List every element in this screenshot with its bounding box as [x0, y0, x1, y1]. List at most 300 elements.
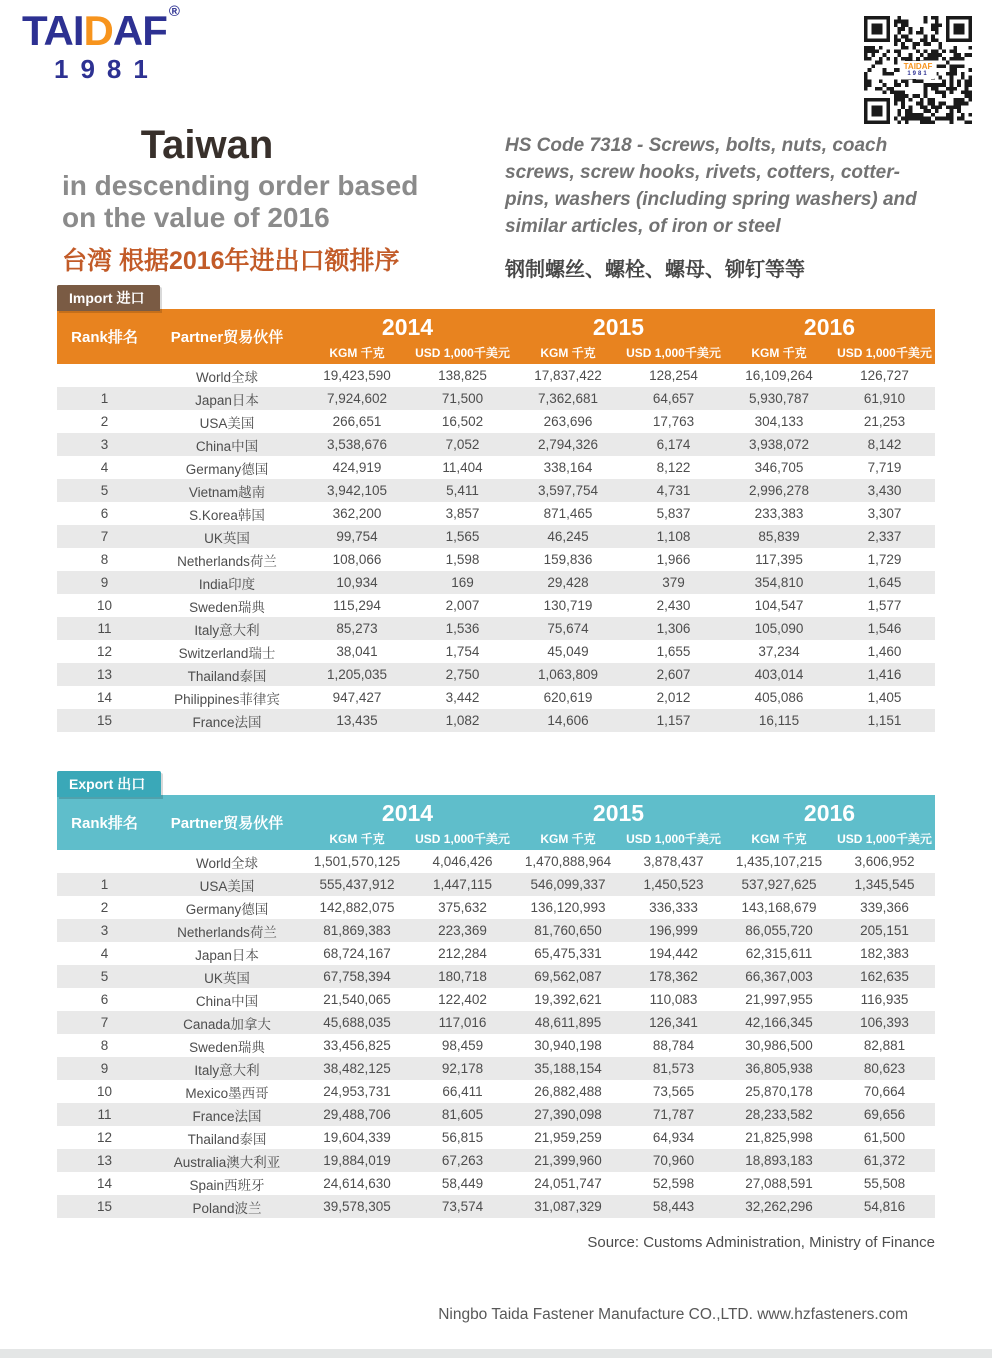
logo-year: 1981	[54, 54, 160, 84]
table-row	[57, 594, 935, 617]
rank-cell: 14	[96, 690, 113, 705]
rank-cell: 2	[100, 900, 109, 915]
value-cell: 4,731	[656, 483, 691, 498]
value-cell: 80,623	[863, 1061, 906, 1076]
value-cell: 70,664	[863, 1084, 906, 1099]
value-cell: 64,934	[652, 1130, 695, 1145]
value-cell: 13,435	[336, 713, 378, 728]
value-cell: 375,632	[438, 900, 487, 915]
value-cell: 1,565	[445, 529, 480, 544]
partner-cell: Netherlands荷兰	[177, 553, 277, 569]
table-row	[57, 387, 935, 410]
value-cell: 1,536	[445, 621, 480, 636]
table-row	[57, 850, 935, 873]
rank-cell: 2	[100, 414, 109, 429]
value-cell: 24,953,731	[323, 1084, 391, 1099]
value-cell: 5,411	[446, 483, 479, 498]
table-row	[57, 1011, 935, 1034]
title-block	[62, 124, 494, 277]
rank-cell: 11	[97, 621, 112, 636]
partner-cell: Italy意大利	[194, 622, 260, 638]
value-cell: 110,083	[649, 992, 698, 1007]
table-row	[57, 1080, 935, 1103]
value-cell: 29,488,706	[323, 1107, 391, 1122]
rank-cell	[57, 364, 152, 387]
value-cell: 14,606	[547, 713, 589, 728]
column-header-kgm: KGM 千克	[540, 345, 596, 360]
value-cell: 2,750	[445, 667, 480, 682]
rank-cell: 8	[100, 1038, 109, 1053]
partner-cell: France法国	[192, 714, 262, 730]
value-cell: 2,794,326	[537, 437, 599, 452]
rank-cell: 6	[100, 506, 109, 521]
value-cell: 3,606,952	[854, 854, 915, 869]
value-cell: 99,754	[336, 529, 378, 544]
value-cell: 1,598	[445, 552, 480, 567]
qr-code	[858, 12, 978, 128]
value-cell: 32,262,296	[745, 1199, 813, 1214]
value-cell: 338,164	[543, 460, 593, 475]
partner-cell: Italy意大利	[194, 1062, 260, 1078]
rank-cell: 6	[100, 992, 109, 1007]
value-cell: 403,014	[754, 667, 804, 682]
value-cell: 138,825	[438, 368, 487, 383]
table-row	[57, 1103, 935, 1126]
column-header-year-2014: 2014	[381, 800, 434, 826]
value-cell: 61,910	[863, 391, 906, 406]
value-cell: 36,805,938	[745, 1061, 813, 1076]
value-cell: 66,367,003	[745, 969, 813, 984]
value-cell: 88,784	[652, 1038, 695, 1053]
column-header-kgm: KGM 千克	[751, 345, 807, 360]
value-cell: 17,763	[652, 414, 695, 429]
value-cell: 1,546	[867, 621, 902, 636]
value-cell: 620,619	[543, 690, 593, 705]
column-header-year-2014: 2014	[381, 314, 434, 340]
rank-cell: 5	[100, 483, 109, 498]
value-cell: 54,816	[863, 1199, 906, 1214]
partner-cell: S.Korea韩国	[189, 507, 265, 523]
value-cell: 169	[451, 575, 474, 590]
value-cell: 19,423,590	[323, 368, 391, 383]
value-cell: 424,919	[332, 460, 382, 475]
value-cell: 7,052	[445, 437, 480, 452]
value-cell: 143,168,679	[741, 900, 817, 915]
column-header-kgm: KGM 千克	[540, 831, 596, 846]
value-cell: 108,066	[332, 552, 382, 567]
value-cell: 19,884,019	[323, 1153, 391, 1168]
value-cell: 38,041	[336, 644, 378, 659]
value-cell: 86,055,720	[745, 923, 813, 938]
column-header-partner: Partner贸易伙伴	[170, 815, 284, 832]
value-cell: 1,082	[445, 713, 480, 728]
column-header-rank: Rank排名	[71, 329, 138, 346]
page-subtitle: in descending order based on the value of 2016	[62, 170, 419, 233]
rank-cell: 10	[96, 1084, 113, 1099]
value-cell: 1,063,809	[537, 667, 599, 682]
value-cell: 3,878,437	[643, 854, 704, 869]
table-row	[57, 896, 935, 919]
rank-cell	[57, 850, 152, 873]
value-cell: 16,109,264	[745, 368, 813, 383]
table-row	[57, 1057, 935, 1080]
page-subtitle-chinese: 台湾 根据2016年进出口额排序	[62, 247, 400, 276]
value-cell: 73,565	[652, 1084, 695, 1099]
table-row	[57, 1126, 935, 1149]
value-cell: 8,142	[867, 437, 902, 452]
footer-company-line: Ningbo Taida Fastener Manufacture CO.,LTD. www.hzfasteners.com	[438, 1306, 908, 1323]
hs-code-block	[505, 133, 941, 282]
partner-cell: World全球	[195, 369, 258, 385]
value-cell: 24,614,630	[323, 1176, 391, 1191]
column-header-usd: USD 1,000千美元	[626, 831, 721, 846]
value-cell: 2,607	[656, 667, 691, 682]
value-cell: 5,930,787	[748, 391, 810, 406]
value-cell: 42,166,345	[745, 1015, 813, 1030]
export-table-header	[57, 795, 935, 850]
column-header-year-2015: 2015	[592, 800, 645, 826]
partner-cell: Sweden瑞典	[189, 1039, 265, 1055]
column-header-kgm: KGM 千克	[329, 345, 385, 360]
column-header-rank: Rank排名	[71, 815, 138, 832]
value-cell: 21,399,960	[534, 1153, 602, 1168]
table-row	[57, 479, 935, 502]
table-row	[57, 1149, 935, 1172]
table-row	[57, 456, 935, 479]
value-cell: 27,390,098	[534, 1107, 602, 1122]
partner-cell: Japan日本	[195, 947, 259, 963]
rank-cell: 7	[100, 529, 109, 544]
value-cell: 3,597,754	[537, 483, 599, 498]
value-cell: 21,253	[863, 414, 906, 429]
value-cell: 66,411	[442, 1084, 483, 1099]
value-cell: 39,578,305	[323, 1199, 391, 1214]
hs-code-description: HS Code 7318 - Screws, bolts, nuts, coach screws, screw hooks, rivets, cotters, cotter-pins, washers (including spring washers) and similar articles, of iron or steel	[505, 135, 917, 237]
value-cell: 1,966	[656, 552, 691, 567]
partner-cell: Poland波兰	[192, 1200, 262, 1216]
value-cell: 25,870,178	[745, 1084, 813, 1099]
value-cell: 6,174	[656, 437, 691, 452]
value-cell: 29,428	[547, 575, 589, 590]
export-table-body	[57, 850, 935, 1218]
value-cell: 537,927,625	[741, 877, 817, 892]
value-cell: 196,999	[649, 923, 698, 938]
column-header-year-2015: 2015	[592, 314, 645, 340]
value-cell: 3,857	[445, 506, 480, 521]
hs-code-description-chinese: 钢制螺丝、螺栓、螺母、铆钉等等	[505, 258, 805, 281]
rank-cell: 15	[96, 713, 113, 728]
value-cell: 178,362	[649, 969, 698, 984]
value-cell: 5,837	[656, 506, 691, 521]
table-row	[57, 410, 935, 433]
value-cell: 162,635	[860, 969, 909, 984]
rank-cell: 3	[100, 923, 109, 938]
rank-cell: 13	[96, 1153, 113, 1168]
rank-cell: 11	[97, 1107, 112, 1122]
partner-cell: Australia澳大利亚	[173, 1154, 281, 1170]
column-header-usd: USD 1,000千美元	[626, 345, 721, 360]
value-cell: 62,315,611	[745, 946, 813, 961]
value-cell: 205,151	[860, 923, 909, 938]
value-cell: 223,369	[438, 923, 487, 938]
rank-cell: 12	[96, 644, 113, 659]
value-cell: 64,657	[652, 391, 695, 406]
value-cell: 85,839	[758, 529, 800, 544]
rank-cell: 4	[100, 946, 109, 961]
value-cell: 82,881	[863, 1038, 906, 1053]
value-cell: 24,051,747	[534, 1176, 602, 1191]
value-cell: 58,443	[652, 1199, 695, 1214]
value-cell: 405,086	[754, 690, 804, 705]
value-cell: 1,151	[867, 713, 902, 728]
value-cell: 871,465	[543, 506, 593, 521]
value-cell: 106,393	[860, 1015, 909, 1030]
value-cell: 31,087,329	[534, 1199, 602, 1214]
value-cell: 336,333	[649, 900, 698, 915]
table-row	[57, 686, 935, 709]
value-cell: 75,674	[547, 621, 589, 636]
rank-cell: 9	[100, 1061, 109, 1076]
table-row	[57, 525, 935, 548]
value-cell: 346,705	[754, 460, 804, 475]
value-cell: 73,574	[441, 1199, 484, 1214]
value-cell: 1,108	[656, 529, 691, 544]
value-cell: 21,825,998	[745, 1130, 813, 1145]
column-header-year-2016: 2016	[803, 314, 856, 340]
value-cell: 38,482,125	[323, 1061, 391, 1076]
partner-cell: Spain西班牙	[189, 1177, 265, 1193]
value-cell: 2,012	[656, 690, 691, 705]
value-cell: 339,366	[860, 900, 909, 915]
value-cell: 354,810	[754, 575, 804, 590]
partner-cell: China中国	[195, 993, 259, 1009]
value-cell: 117,016	[438, 1015, 487, 1030]
value-cell: 104,547	[754, 598, 804, 613]
value-cell: 52,598	[652, 1176, 695, 1191]
source-note: Source: Customs Administration, Ministry of Finance	[587, 1234, 935, 1251]
value-cell: 1,416	[867, 667, 902, 682]
value-cell: 1,157	[656, 713, 691, 728]
rank-cell: 1	[100, 877, 109, 892]
value-cell: 65,475,331	[534, 946, 602, 961]
partner-cell: Vietnam越南	[188, 484, 266, 500]
value-cell: 85,273	[336, 621, 378, 636]
partner-cell: Germany德国	[185, 461, 269, 477]
value-cell: 128,254	[649, 368, 698, 383]
table-row	[57, 617, 935, 640]
value-cell: 27,088,591	[745, 1176, 813, 1191]
rank-cell: 7	[100, 1015, 109, 1030]
value-cell: 46,245	[547, 529, 589, 544]
table-row	[57, 433, 935, 456]
value-cell: 3,538,676	[326, 437, 388, 452]
value-cell: 16,502	[441, 414, 484, 429]
value-cell: 1,754	[445, 644, 480, 659]
value-cell: 70,960	[652, 1153, 695, 1168]
value-cell: 1,577	[867, 598, 902, 613]
partner-cell: Netherlands荷兰	[177, 924, 277, 940]
value-cell: 45,688,035	[323, 1015, 391, 1030]
value-cell: 3,307	[867, 506, 902, 521]
column-header-usd: USD 1,000千美元	[837, 345, 932, 360]
column-header-partner: Partner贸易伙伴	[170, 329, 284, 346]
value-cell: 1,205,035	[326, 667, 388, 682]
table-row	[57, 1034, 935, 1057]
company-logo	[22, 3, 179, 85]
registered-mark-icon: ®	[168, 3, 179, 20]
partner-cell: World全球	[195, 855, 258, 871]
value-cell: 263,696	[543, 414, 593, 429]
rank-cell: 1	[100, 391, 109, 406]
table-row	[57, 571, 935, 594]
value-cell: 117,395	[755, 552, 803, 567]
partner-cell: France法国	[192, 1108, 262, 1124]
value-cell: 3,942,105	[326, 483, 388, 498]
value-cell: 136,120,993	[530, 900, 606, 915]
value-cell: 81,760,650	[534, 923, 602, 938]
value-cell: 48,611,895	[534, 1015, 602, 1030]
value-cell: 379	[662, 575, 685, 590]
value-cell: 947,427	[332, 690, 382, 705]
import-tab-label: Import 进口	[57, 285, 160, 311]
value-cell: 1,470,888,964	[524, 854, 612, 869]
value-cell: 1,447,115	[432, 877, 493, 892]
rank-cell: 15	[96, 1199, 113, 1214]
value-cell: 81,573	[652, 1061, 695, 1076]
value-cell: 55,508	[863, 1176, 906, 1191]
value-cell: 212,284	[438, 946, 487, 961]
partner-cell: China中国	[195, 438, 259, 454]
export-table-section	[57, 771, 935, 1218]
value-cell: 71,787	[652, 1107, 695, 1122]
value-cell: 2,007	[445, 598, 480, 613]
value-cell: 555,437,912	[319, 877, 395, 892]
value-cell: 1,345,545	[854, 877, 915, 892]
value-cell: 81,605	[441, 1107, 484, 1122]
value-cell: 61,372	[863, 1153, 906, 1168]
partner-cell: India印度	[198, 576, 256, 592]
value-cell: 10,934	[336, 575, 378, 590]
value-cell: 3,430	[867, 483, 902, 498]
value-cell: 37,234	[758, 644, 800, 659]
value-cell: 26,882,488	[534, 1084, 602, 1099]
value-cell: 7,719	[867, 460, 902, 475]
table-row	[57, 548, 935, 571]
value-cell: 98,459	[441, 1038, 484, 1053]
column-header-usd: USD 1,000千美元	[415, 345, 510, 360]
rank-cell: 3	[100, 437, 109, 452]
value-cell: 115,294	[333, 598, 381, 613]
value-cell: 3,938,072	[748, 437, 810, 452]
qr-center-logo: TAIDAF 1981	[900, 61, 937, 79]
partner-cell: Germany德国	[185, 901, 269, 917]
value-cell: 30,986,500	[745, 1038, 813, 1053]
rank-cell: 8	[100, 552, 109, 567]
partner-cell: Switzerland瑞士	[178, 645, 276, 661]
value-cell: 4,046,426	[432, 854, 493, 869]
value-cell: 1,306	[656, 621, 691, 636]
value-cell: 7,362,681	[537, 391, 599, 406]
partner-cell: Japan日本	[195, 392, 259, 408]
import-table-section	[57, 285, 935, 732]
rank-cell: 9	[100, 575, 109, 590]
partner-cell: UK英国	[204, 970, 250, 986]
table-row	[57, 1172, 935, 1195]
column-header-usd: USD 1,000千美元	[837, 831, 932, 846]
value-cell: 68,724,167	[323, 946, 391, 961]
value-cell: 233,383	[754, 506, 804, 521]
value-cell: 304,133	[754, 414, 804, 429]
value-cell: 92,178	[441, 1061, 484, 1076]
table-row	[57, 364, 935, 387]
export-tab-label: Export 出口	[57, 771, 161, 797]
value-cell: 1,450,523	[643, 877, 704, 892]
value-cell: 16,115	[758, 713, 800, 728]
rank-cell: 4	[100, 460, 109, 475]
partner-cell: UK英国	[204, 530, 250, 546]
column-header-kgm: KGM 千克	[329, 831, 385, 846]
bottom-bar	[0, 1349, 992, 1358]
table-row	[57, 942, 935, 965]
partner-cell: Thailand泰国	[187, 668, 267, 684]
value-cell: 17,837,422	[534, 368, 602, 383]
table-row	[57, 1195, 935, 1218]
value-cell: 2,337	[867, 529, 902, 544]
value-cell: 21,997,955	[745, 992, 813, 1007]
value-cell: 69,656	[863, 1107, 906, 1122]
value-cell: 194,442	[649, 946, 698, 961]
page-title: Taiwan	[140, 123, 274, 167]
rank-cell: 14	[96, 1176, 113, 1191]
value-cell: 58,449	[441, 1176, 484, 1191]
value-cell: 35,188,154	[534, 1061, 602, 1076]
column-header-year-2016: 2016	[803, 800, 856, 826]
value-cell: 3,442	[445, 690, 480, 705]
partner-cell: Thailand泰国	[187, 1131, 267, 1147]
value-cell: 362,200	[332, 506, 382, 521]
value-cell: 21,959,259	[534, 1130, 602, 1145]
table-row	[57, 502, 935, 525]
table-row	[57, 988, 935, 1011]
value-cell: 546,099,337	[530, 877, 606, 892]
rank-cell: 5	[100, 969, 109, 984]
table-row	[57, 709, 935, 732]
value-cell: 116,935	[860, 992, 909, 1007]
value-cell: 2,996,278	[748, 483, 810, 498]
value-cell: 1,655	[656, 644, 691, 659]
value-cell: 11,404	[442, 460, 483, 475]
table-row	[57, 873, 935, 896]
partner-cell: Canada加拿大	[183, 1016, 271, 1032]
partner-cell: Mexico墨西哥	[185, 1085, 269, 1101]
value-cell: 30,940,198	[534, 1038, 602, 1053]
value-cell: 105,090	[754, 621, 804, 636]
rank-cell: 13	[96, 667, 113, 682]
table-row	[57, 640, 935, 663]
value-cell: 45,049	[547, 644, 589, 659]
value-cell: 19,604,339	[323, 1130, 391, 1145]
value-cell: 126,341	[649, 1015, 698, 1030]
value-cell: 67,758,394	[323, 969, 391, 984]
column-header-kgm: KGM 千克	[751, 831, 807, 846]
value-cell: 180,718	[438, 969, 487, 984]
logo-brand-text: TAIDAF ®	[22, 3, 179, 54]
value-cell: 8,122	[656, 460, 691, 475]
import-table-body	[57, 364, 935, 732]
value-cell: 1,645	[867, 575, 902, 590]
value-cell: 1,435,107,215	[735, 854, 823, 869]
value-cell: 1,460	[867, 644, 902, 659]
